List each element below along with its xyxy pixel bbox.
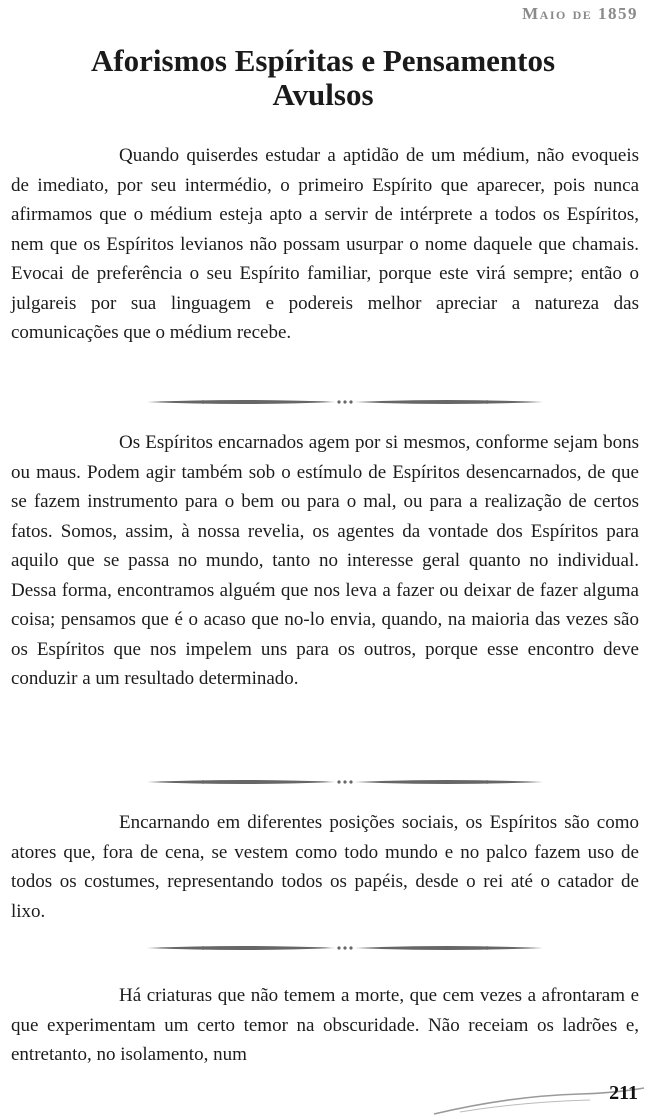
paragraph-2-text: Os Espíritos encarnados agem por si mesmos, conforme sejam bons ou maus. Podem agir também sob o estímulo de Espíritos desencarnados, de que se fazem instrumento para o bem ou para o mal, ou para a realização de certos fatos. Somos, assim, à nossa revelia, os agentes da vontade dos Espíritos para aquilo que se passa no mundo, tanto no interesse geral quanto no individual. Dessa forma, encontramos alguém que nos leva a fazer ou deixar de fazer alguma coisa; pensamos que é o acaso que no-lo envia, quando, na maioria das vezes são os Espíritos que nos impelem uns para os outros, porque esse encontro deve conduzir a um resultado determinado. bbox=[11, 432, 639, 689]
paragraph-3-text: Encarnando em diferentes posições sociais, os Espíritos são como atores que, fora de cena, se vestem como todo mundo e no palco fazem uso de todos os costumes, representando todos os papéis, desde o rei até o catador de lixo. bbox=[11, 812, 639, 922]
section-divider-ornament-icon bbox=[145, 776, 545, 788]
section-divider-ornament-icon bbox=[145, 396, 545, 408]
title-line-1: Aforismos Espíritas e Pensamentos bbox=[90, 43, 556, 78]
title-line-2: Avulsos bbox=[272, 77, 374, 112]
paragraph-1-text: Quando quiserdes estudar a aptidão de um médium, não evoqueis de imediato, por seu intermédio, o primeiro Espírito que aparecer, pois nunca afirmamos que o médium esteja apto a servir de intérprete a todos os Espíritos, nem que os Espíritos levianos não possam usurpar o nome daquele que chamais. Evocai de preferência o seu Espírito familiar, porque este virá sempre; então o julgareis por sua linguagem e podereis melhor apreciar a natureza das comunicações que o médium recebe. bbox=[11, 145, 639, 343]
running-head: Maio de 1859 bbox=[522, 4, 638, 23]
paragraph-2 bbox=[11, 428, 639, 694]
paragraph-4-text: Há criaturas que não temem a morte, que cem vezes a afrontaram e que experimentam um certo temor na obscuridade. Não receiam os ladrões e, entretanto, no isolamento, num bbox=[11, 985, 639, 1065]
page-title bbox=[0, 44, 646, 112]
paragraph-4 bbox=[11, 981, 639, 1070]
paragraph-1 bbox=[11, 141, 639, 348]
section-divider-ornament-icon bbox=[145, 942, 545, 954]
page-number: 211 bbox=[609, 1082, 638, 1104]
paragraph-3 bbox=[11, 808, 639, 926]
